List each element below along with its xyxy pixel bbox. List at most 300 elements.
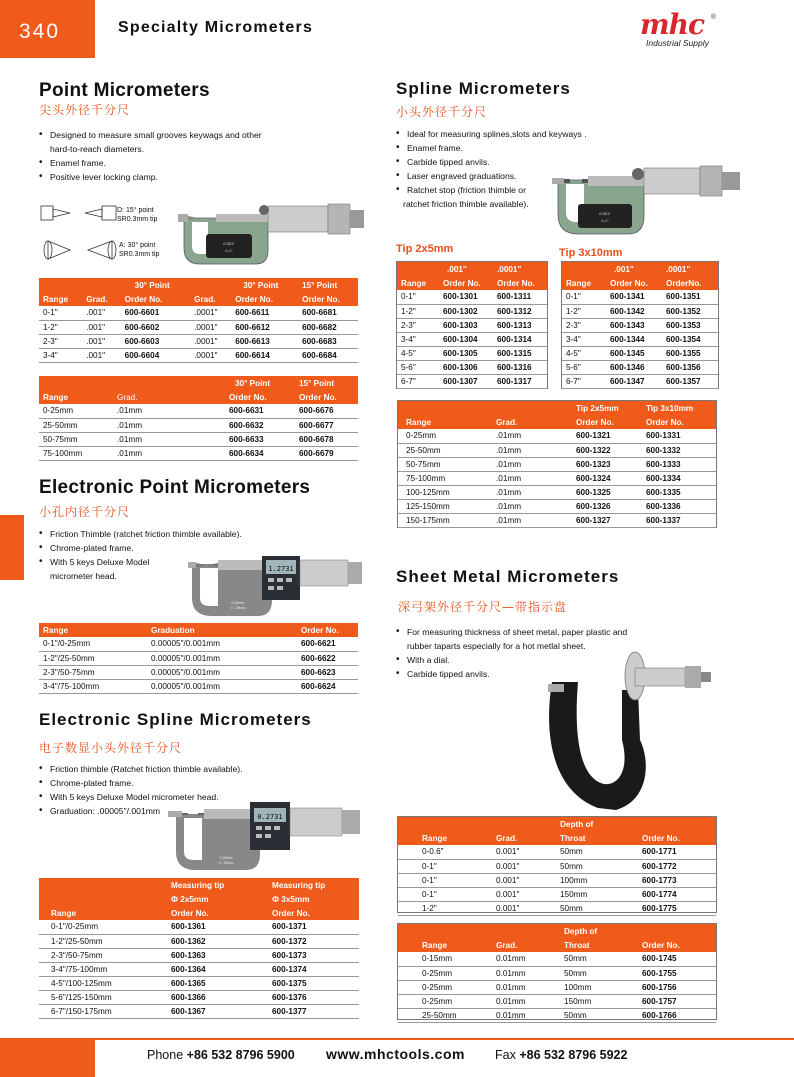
table-cell: .01mm [113,432,225,446]
footer-website[interactable]: www.mhctools.com [326,1046,465,1062]
th: Order No. [268,906,359,920]
table-cell: .001" [82,306,120,320]
table-cell: 1-2" [562,304,606,318]
table-cell: 600-1364 [167,962,268,976]
footer-line [95,1038,794,1040]
table-cell: 0-1" [398,887,492,901]
th: Range [398,938,492,952]
th: Range [398,415,492,429]
th [638,817,716,831]
table-cell: 600-1363 [167,948,268,962]
table-cell: 4-5"/100-125mm [39,976,167,990]
th [39,376,113,390]
th: Order No. [231,292,298,306]
tip-a-line: A: 30° point [119,242,156,249]
espline-title: Electronic Spline Micrometers [39,710,312,729]
table-cell: .01mm [492,471,562,485]
footer-fax-number: +86 532 8796 5922 [519,1048,628,1062]
th: 15° Point [298,278,358,292]
table-row [39,1004,359,1018]
page-title: Specialty Micrometers [118,19,314,36]
table-cell: 600-6632 [225,418,295,432]
th: Grad. [190,292,231,306]
tip-d-line: D: 15° point [117,207,154,214]
table-cell: 600-6633 [225,432,295,446]
table-row [39,418,358,432]
table-cell: .01mm [492,457,562,471]
table-row [39,446,358,460]
table-row [398,499,716,513]
table-cell: 100-125mm [398,485,492,499]
th [638,924,716,938]
table-cell: 2-3" [397,318,439,332]
table-row [397,290,547,304]
table-cell: 50mm [556,859,638,873]
table-row [39,990,359,1004]
img-label: 0-1" [601,218,609,223]
th: Range [39,292,82,306]
table-row [398,513,716,527]
table-cell: 600-1354 [662,332,718,346]
th: Ф 3x5mm [268,892,359,906]
bullet: • Enamel frame. [396,141,626,155]
table-cell: 0.001" [492,901,556,915]
th: 30° Point [121,278,190,292]
table-cell: 5-6" [562,360,606,374]
table-row [562,360,718,374]
table-cell: 50mm [556,966,638,980]
bullet: • Friction Thimble (ratchet friction thimble available). [39,527,279,541]
th: Order No. [298,292,358,306]
table-cell: 0-25mm [398,994,492,1008]
table-cell: 0.01mm [492,952,556,966]
table-row [398,457,716,471]
table-row [398,859,716,873]
table-cell: .0001" [190,348,231,362]
table-cell: 600-1347 [606,374,662,388]
table-cell: 0-1"/0-25mm [39,637,147,651]
th [492,924,556,938]
spline-micrometer-image [548,160,748,238]
table-cell: 600-1322 [562,443,642,457]
table-cell: .01mm [113,418,225,432]
spline-table-b [562,262,718,389]
table-cell: 600-6614 [231,348,298,362]
table-cell: 0.00005"/0.001mm [147,665,297,679]
img-label: 0-25mm [219,856,233,860]
table-cell: 0-25mm [398,429,492,443]
table-cell: 0-25mm [398,980,492,994]
table-cell: 600-1755 [638,966,716,980]
sheet-cn: 深弓架外径千分尺—带指示盘 [398,600,568,614]
table-cell: .001" [82,334,120,348]
th: .001" [439,262,493,276]
table-cell: 600-1312 [493,304,547,318]
spline-cn: 小头外径千分尺 [396,105,488,119]
table-cell: 3-4"/75-100mm [39,962,167,976]
table-cell: 25-50mm [39,418,113,432]
table-cell: 100mm [556,980,638,994]
table-row [39,348,358,362]
th: Order No. [295,390,358,404]
table-cell: 2-3"/50-75mm [39,948,167,962]
table-cell: 0-0.6" [398,845,492,859]
bullet: • Graduation: .00005"/.001mm [39,804,299,818]
display-readout: 0.2731 [257,813,283,821]
table-cell: 0.00005"/0.001mm [147,651,297,665]
table-cell: 600-1374 [268,962,359,976]
table-cell: 0-1"/0-25mm [39,920,167,934]
table-cell: 1-2"/25-50mm [39,651,147,665]
th: Order No. [297,623,358,637]
bullet-text: micrometer head. [50,571,117,581]
brand-logo [640,8,740,48]
table-cell: 600-1373 [268,948,359,962]
table-row [39,651,358,665]
table-cell: 600-1334 [642,471,716,485]
table-cell: 50mm [556,952,638,966]
table-cell: 600-1315 [493,346,547,360]
table-row [562,374,718,388]
table-cell: 600-1342 [606,304,662,318]
table-cell: 600-1302 [439,304,493,318]
table-row [562,290,718,304]
table-cell: 600-1335 [642,485,716,499]
sheet-title: Sheet Metal Micrometers [396,567,620,586]
bullet: • With a dial. [396,653,656,667]
table-cell: 600-1323 [562,457,642,471]
table-cell: 3-4"/75-100mm [39,679,147,693]
table-cell: .01mm [113,446,225,460]
th: .0001" [662,262,718,276]
th: Range [397,276,439,290]
th: Grad. [492,938,556,952]
table-cell: 0-1" [398,873,492,887]
table-row [562,318,718,332]
table-cell: 25-50mm [398,1008,492,1022]
table-cell: 0-1" [562,290,606,304]
table-cell: 125-150mm [398,499,492,513]
table-cell: 4-5" [397,346,439,360]
table-cell: 1-2" [39,320,82,334]
th: Order No. [642,415,716,429]
table-cell: .01mm [492,513,562,527]
bullet: • Enamel frame. [39,156,309,170]
table-cell: 0-1" [397,290,439,304]
table-cell: 600-1317 [493,374,547,388]
table-row [398,873,716,887]
table-cell: 600-1306 [439,360,493,374]
bullet: • Laser engraved graduations. [396,169,626,183]
table-row [562,346,718,360]
spline-title: Spline Micrometers [396,79,571,98]
th [398,401,492,415]
table-cell: 2-3"/50-75mm [39,665,147,679]
table-cell: 600-1376 [268,990,359,1004]
point-bullets [39,128,309,184]
sheet-inch-table [398,817,716,916]
table-cell: 1-2" [398,901,492,915]
th [82,278,120,292]
logo-mark: mhc [640,8,705,41]
table-row [398,471,716,485]
table-row [39,320,358,334]
logo-registered: ® [710,14,716,21]
table-cell: 6-7"/150-175mm [39,1004,167,1018]
table-cell: .0001" [190,306,231,320]
bullet: • Ratchet stop (friction thimble or [396,183,626,197]
bullet: • Friction thimble (Ratchet friction thimble available). [39,762,299,776]
bullet: • Chrome-plated frame. [39,776,299,790]
bullet: • Designed to measure small grooves keywags and other [39,128,309,142]
table-cell: 600-6612 [231,320,298,334]
table-cell: 600-1773 [638,873,716,887]
table-cell: 600-1774 [638,887,716,901]
table-cell: 600-1371 [268,920,359,934]
tip-diagram [40,203,120,261]
point-metric-table [39,376,358,461]
table-cell: 600-1301 [439,290,493,304]
bullet: • Ideal for measuring splines,slots and keyways . [396,127,626,141]
table-cell: 600-6622 [297,651,358,665]
th: Range [39,390,113,404]
th: Grad. [82,292,120,306]
th: Grad. [492,415,562,429]
table-row [398,1008,716,1022]
th: Graduation [147,623,297,637]
table-cell: 600-6631 [225,404,295,418]
table-cell: 0.01mm [492,980,556,994]
table-cell: 0-15mm [398,952,492,966]
table-cell: 600-1314 [493,332,547,346]
table-row [39,404,358,418]
th: Tip 2x5mm [562,401,642,415]
bullet: • Positive lever locking clamp. [39,170,309,184]
th: Throat [556,831,638,845]
table-cell: 600-1326 [562,499,642,513]
table-cell: 600-1355 [662,346,718,360]
table-cell: 600-1346 [606,360,662,374]
table-cell: .01mm [492,429,562,443]
table-row [398,966,716,980]
th [398,817,492,831]
table-cell: 600-6681 [298,306,358,320]
table-cell: 600-6601 [121,306,190,320]
bullet-text: hard-to-reach diameters. [50,144,145,154]
footer-phone-label: Phone [147,1048,184,1062]
point-title: Point Micrometers [39,80,210,101]
table-cell: 50mm [556,845,638,859]
table-cell: 2-3" [39,334,82,348]
tip-3x10-label: Tip 3x10mm [559,247,623,259]
table-cell: 600-1367 [167,1004,268,1018]
spline-table-a [397,262,547,389]
spline-metric-table [398,401,716,528]
th [39,278,82,292]
table-cell: 600-1757 [638,994,716,1008]
table-row [39,306,358,320]
sheet-metal-micrometer-image [538,650,718,812]
th [113,376,225,390]
tip-d-line: SR0.3mm tip [117,216,158,223]
table-row [39,665,358,679]
th [397,262,439,276]
table-cell: 600-1316 [493,360,547,374]
table-cell: 0.00005"/0.001mm [147,637,297,651]
table-cell: 600-1745 [638,952,716,966]
table-row [398,887,716,901]
th: Depth of [556,924,638,938]
table-cell: 600-1311 [493,290,547,304]
electronic-point-micrometer-image [188,548,364,618]
table-row [562,304,718,318]
table-cell: 600-1361 [167,920,268,934]
table-row [39,962,359,976]
table-cell: 600-1372 [268,934,359,948]
table-row [39,948,359,962]
table-row [398,485,716,499]
th: Order No. [167,906,268,920]
th: Tip 3x10mm [642,401,716,415]
table-cell: 600-1365 [167,976,268,990]
table-row [39,637,358,651]
footer-fax-label: Fax [495,1048,516,1062]
th: Order No. [493,276,547,290]
epoint-table [39,623,358,694]
table-cell: 600-1343 [606,318,662,332]
table-cell: 600-1356 [662,360,718,374]
table-row [397,346,547,360]
table-cell: 0-1" [398,859,492,873]
th: Grad. [492,831,556,845]
th: Order No. [225,390,295,404]
table-cell: 600-1325 [562,485,642,499]
table-cell: 600-1352 [662,304,718,318]
table-row [39,679,358,693]
table-cell: 150mm [556,994,638,1008]
table-cell: .01mm [492,485,562,499]
table-cell: 1-2" [397,304,439,318]
table-cell: 5-6"/125-150mm [39,990,167,1004]
table-cell: 600-1327 [562,513,642,527]
table-cell: 600-1304 [439,332,493,346]
table-cell: 100mm [556,873,638,887]
table-cell: 0.01mm [492,994,556,1008]
th: Order No. [562,415,642,429]
table-cell: 50-75mm [398,457,492,471]
th: Order No. [121,292,190,306]
table-row [397,374,547,388]
table-cell: 6-7" [562,374,606,388]
tip-2x5-label: Tip 2x5mm [396,243,454,255]
table-cell: 2-3" [562,318,606,332]
table-cell: 600-6602 [121,320,190,334]
th [398,924,492,938]
bullet: • Chrome-plated frame. [39,541,279,555]
tip-a-line: SR0.3mm tip [119,251,160,258]
th: Order No. [638,831,716,845]
table-cell: 6-7" [397,374,439,388]
bullet: • Carbide tipped anvils. [396,667,656,681]
page-number: 340 [0,0,95,58]
img-label: 0-1" [225,248,233,253]
bullet-text: ratchet friction thimble available). [403,199,529,209]
table-cell: 600-6621 [297,637,358,651]
table-cell: 600-1357 [662,374,718,388]
table-cell: 600-6677 [295,418,358,432]
table-cell: 0-1" [39,306,82,320]
th: Ф 2x5mm [167,892,268,906]
img-label: 0.001" [599,211,611,216]
th: Range [398,831,492,845]
table-cell: 75-100mm [39,446,113,460]
epoint-cn: 小孔内径千分尺 [39,505,131,519]
table-cell: 600-1366 [167,990,268,1004]
footer-fax [495,1048,627,1062]
th: 15° Point [295,376,358,390]
table-row [398,994,716,1008]
table-cell: .001" [82,348,120,362]
table-row [39,920,359,934]
table-cell: 1-2"/25-50mm [39,934,167,948]
table-cell: 600-1772 [638,859,716,873]
table-cell: 25-50mm [398,443,492,457]
table-cell: 600-1331 [642,429,716,443]
table-cell: 600-6683 [298,334,358,348]
table-row [398,901,716,915]
table-cell: 600-6684 [298,348,358,362]
table-cell: 50-75mm [39,432,113,446]
th [39,892,167,906]
table-cell: .01mm [492,499,562,513]
table-cell: 50mm [556,1008,638,1022]
tip-a-note [119,241,159,259]
table-cell: 0.001" [492,859,556,873]
bullet: • Carbide tipped anvils. [396,155,626,169]
table-row [398,443,716,457]
img-label: 0 - 25mm [218,861,234,865]
th: Range [562,276,606,290]
table-cell: 600-1307 [439,374,493,388]
table-row [398,980,716,994]
table-cell: 600-1336 [642,499,716,513]
table-cell: 50mm [556,901,638,915]
img-label: 0.001" [223,241,235,246]
table-cell: 3-4" [39,348,82,362]
th: Measuring tip [268,878,359,892]
table-row [397,304,547,318]
sheet-metric-table [398,924,716,1023]
table-cell: 0.01mm [492,1008,556,1022]
table-cell: 0-25mm [39,404,113,418]
side-marker [0,515,24,580]
espline-table [39,878,359,1019]
table-cell: 600-1377 [268,1004,359,1018]
table-cell: 600-1324 [562,471,642,485]
bullet: • For measuring thickness of sheet metal, paper plastic and [396,625,656,639]
table-cell: 600-1375 [268,976,359,990]
table-cell: 600-6603 [121,334,190,348]
th: Range [39,623,147,637]
footer-bar [0,1038,95,1077]
th: Grad. [113,390,225,404]
espline-cn: 电子数显小头外径千分尺 [39,741,183,755]
table-row [398,952,716,966]
img-label: 0 - 25mm [230,606,246,610]
table-cell: 3-4" [562,332,606,346]
table-cell: 600-1313 [493,318,547,332]
table-cell: 600-1303 [439,318,493,332]
